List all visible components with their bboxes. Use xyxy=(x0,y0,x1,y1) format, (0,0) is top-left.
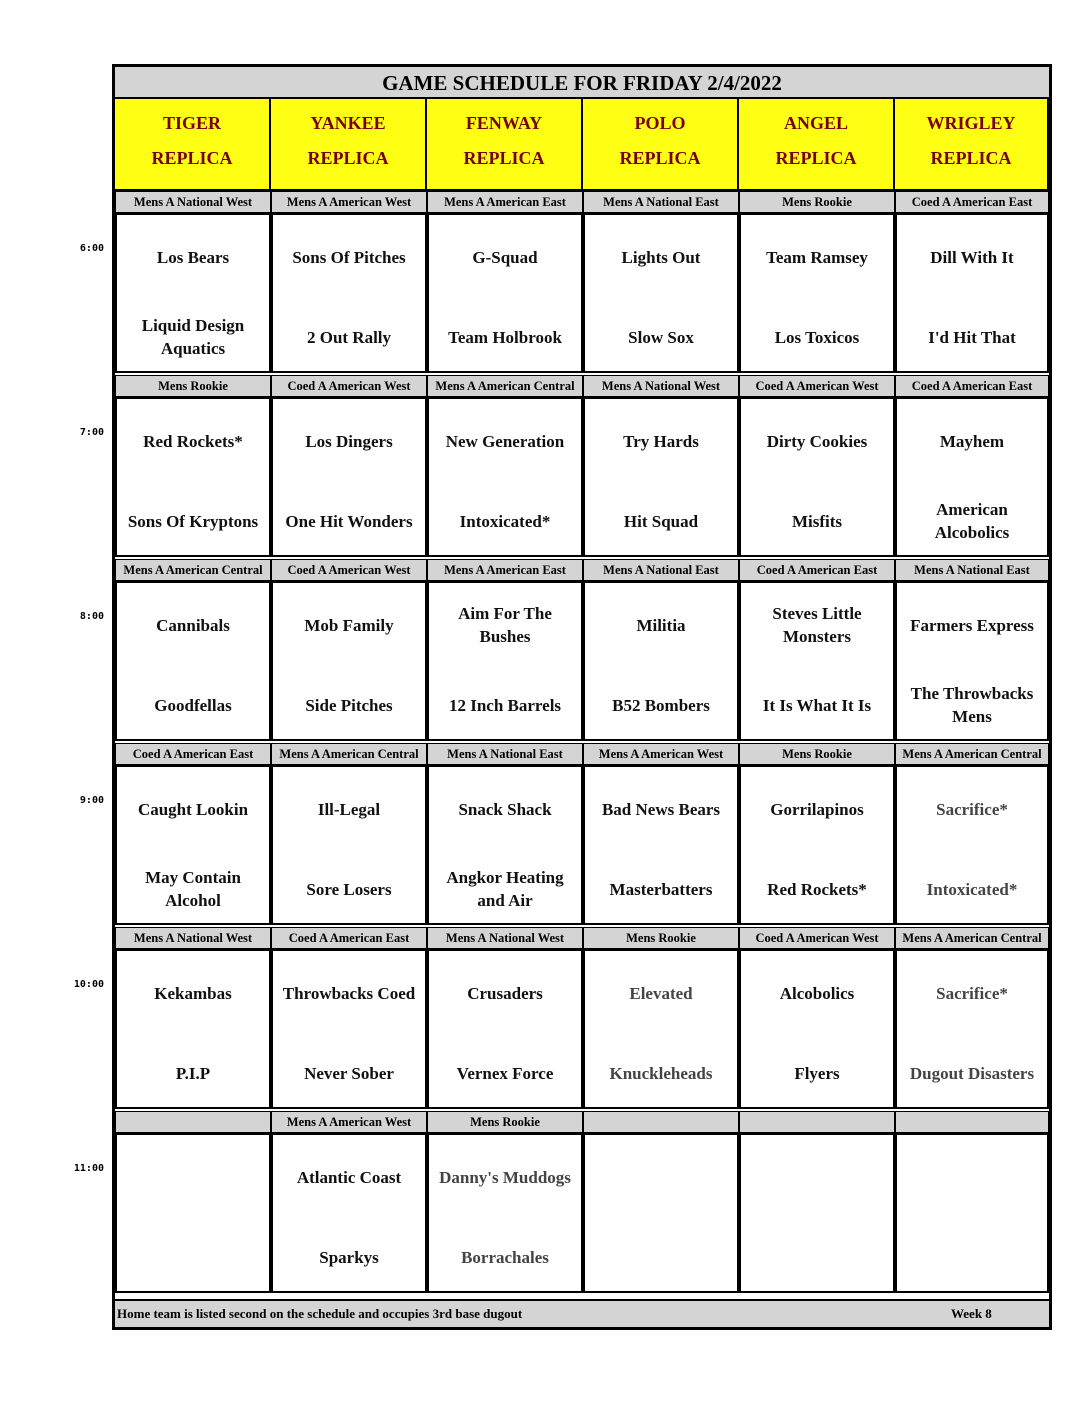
home-team: 12 Inch Barrels xyxy=(448,695,562,715)
field-name: POLO xyxy=(634,113,686,133)
away-team: Dirty Cookies xyxy=(766,431,868,451)
home-team: Flyers xyxy=(794,1063,840,1083)
home-team: Goodfellas xyxy=(154,695,232,715)
away-team: Cannibals xyxy=(156,615,230,635)
away-team: Lights Out xyxy=(621,247,701,267)
game-cell xyxy=(271,949,427,1109)
division-label: Mens Rookie xyxy=(427,1111,583,1133)
division-label: Mens A American Central xyxy=(427,375,583,397)
home-team: Hit Squad xyxy=(623,511,699,531)
game-cell xyxy=(427,581,583,741)
away-team: Los Bears xyxy=(156,247,230,267)
home-team xyxy=(585,1227,737,1287)
game-cell xyxy=(115,765,271,925)
game-cell xyxy=(739,949,895,1109)
field-subtitle: REPLICA xyxy=(463,148,545,168)
away-team: Team Ramsey xyxy=(766,247,868,267)
away-team: Caught Lookin xyxy=(137,799,249,819)
field-header-3 xyxy=(583,99,739,191)
game-cell xyxy=(739,1133,895,1293)
division-label: Mens A American East xyxy=(427,559,583,581)
game-cell xyxy=(739,397,895,557)
division-label: Coed A American East xyxy=(895,191,1049,213)
home-team: It Is What It Is xyxy=(762,695,872,715)
division-label xyxy=(583,1111,739,1133)
away-team: Crusaders xyxy=(467,983,543,1003)
field-name: ANGEL xyxy=(783,113,848,133)
away-team: New Generation xyxy=(445,431,565,451)
away-team: Mayhem xyxy=(939,431,1005,451)
division-label: Mens A National West xyxy=(115,927,271,949)
game-cell xyxy=(739,581,895,741)
away-team: Try Hards xyxy=(623,431,699,451)
home-team: Liquid Design Aquatics xyxy=(141,316,245,358)
division-label: Coed A American West xyxy=(739,927,895,949)
division-label: Mens A National East xyxy=(427,743,583,765)
home-team: The Throwbacks Mens xyxy=(910,684,1034,726)
game-cell xyxy=(427,213,583,373)
away-team xyxy=(741,1147,893,1207)
game-cell xyxy=(271,213,427,373)
game-cell xyxy=(739,765,895,925)
away-team: Aim For The Bushes xyxy=(458,604,552,646)
home-team: Red Rockets* xyxy=(767,879,867,899)
division-label: Mens Rookie xyxy=(739,191,895,213)
game-cell xyxy=(271,397,427,557)
time-slot-label: 8:00 xyxy=(79,611,104,622)
field-header-1 xyxy=(271,99,427,191)
schedule-sheet xyxy=(112,64,1052,1330)
division-label: Mens A American Central xyxy=(895,927,1049,949)
home-team: Angkor Heating and Air xyxy=(446,868,564,910)
home-team: Masterbatters xyxy=(609,879,713,899)
game-cell xyxy=(427,397,583,557)
field-header-2 xyxy=(427,99,583,191)
home-team: 2 Out Rally xyxy=(306,327,392,347)
game-cell xyxy=(895,397,1049,557)
field-subtitle: REPLICA xyxy=(930,148,1012,168)
field-name: TIGER xyxy=(162,113,222,133)
game-cell xyxy=(895,765,1049,925)
away-team: Steves Little Monsters xyxy=(772,604,862,646)
game-cell xyxy=(271,765,427,925)
home-team: B52 Bombers xyxy=(612,695,710,715)
division-label: Mens A American West xyxy=(271,1111,427,1133)
home-team: P.I.P xyxy=(175,1063,211,1083)
time-slot-label: 7:00 xyxy=(79,427,104,438)
away-team: Militia xyxy=(636,615,686,635)
division-label: Mens A National East xyxy=(583,191,739,213)
home-team xyxy=(117,1227,269,1287)
field-header-0 xyxy=(115,99,271,191)
home-team: Sons Of Kryptons xyxy=(127,511,259,531)
away-team: Bad News Bears xyxy=(601,799,721,819)
time-slot-label: 11:00 xyxy=(73,1163,104,1174)
game-cell xyxy=(271,581,427,741)
time-slot-label: 9:00 xyxy=(79,795,104,806)
home-team: Intoxicated* xyxy=(459,511,551,531)
game-cell xyxy=(115,1133,271,1293)
division-label: Mens A American East xyxy=(427,191,583,213)
away-team: Los Dingers xyxy=(305,431,393,451)
home-team: Borrachales xyxy=(461,1247,549,1267)
division-label: Mens A National East xyxy=(583,559,739,581)
game-cell xyxy=(115,949,271,1109)
home-team: Slow Sox xyxy=(628,327,694,347)
home-team: Sore Losers xyxy=(306,879,392,899)
game-cell xyxy=(583,765,739,925)
field-subtitle: REPLICA xyxy=(619,148,701,168)
field-subtitle: REPLICA xyxy=(307,148,389,168)
division-label: Coed A American East xyxy=(115,743,271,765)
home-team: Los Toxicos xyxy=(774,327,860,347)
away-team: Atlantic Coast xyxy=(296,1167,402,1187)
away-team: Throwbacks Coed xyxy=(282,983,416,1003)
division-label: Mens A American Central xyxy=(895,743,1049,765)
home-team xyxy=(741,1227,893,1287)
away-team: Sons Of Pitches xyxy=(292,247,406,267)
game-cell xyxy=(427,765,583,925)
division-label: Mens A American West xyxy=(583,743,739,765)
division-label: Coed A American East xyxy=(271,927,427,949)
division-label: Mens Rookie xyxy=(583,927,739,949)
game-cell xyxy=(583,1133,739,1293)
away-team: Kekambas xyxy=(154,983,232,1003)
footer-bar xyxy=(115,1299,1049,1327)
division-label: Mens A American West xyxy=(271,191,427,213)
away-team: Dill With It xyxy=(930,247,1014,267)
field-header-4 xyxy=(739,99,895,191)
game-cell xyxy=(895,1133,1049,1293)
away-team: Elevated xyxy=(629,983,693,1003)
division-label: Mens A National East xyxy=(895,559,1049,581)
division-label: Coed A American East xyxy=(739,559,895,581)
field-subtitle: REPLICA xyxy=(151,148,233,168)
page-title: GAME SCHEDULE FOR FRIDAY 2/4/2022 xyxy=(115,67,1049,99)
division-label xyxy=(739,1111,895,1133)
home-team: Sparkys xyxy=(319,1247,379,1267)
division-label: Mens A American Central xyxy=(115,559,271,581)
division-label: Mens A National West xyxy=(115,191,271,213)
away-team: Mob Family xyxy=(304,615,394,635)
field-name: FENWAY xyxy=(465,113,543,133)
home-team: Team Holbrook xyxy=(448,327,562,347)
game-cell xyxy=(115,581,271,741)
division-label: Mens A National West xyxy=(583,375,739,397)
division-label: Coed A American West xyxy=(271,375,427,397)
home-team: I'd Hit That xyxy=(928,327,1016,347)
game-cell xyxy=(115,397,271,557)
division-label: Mens Rookie xyxy=(115,375,271,397)
game-cell xyxy=(895,213,1049,373)
game-cell xyxy=(271,1133,427,1293)
division-label: Mens A National West xyxy=(427,927,583,949)
time-slot-label: 10:00 xyxy=(73,979,104,990)
away-team: Ill-Legal xyxy=(317,799,381,819)
home-team xyxy=(897,1227,1047,1287)
home-team: Intoxicated* xyxy=(926,879,1018,899)
division-label: Coed A American West xyxy=(271,559,427,581)
game-cell xyxy=(895,949,1049,1109)
away-team: G-Squad xyxy=(472,247,538,267)
away-team: Red Rockets* xyxy=(143,431,243,451)
home-team: Misfits xyxy=(791,511,843,531)
field-header-5 xyxy=(895,99,1049,191)
home-team: One Hit Wonders xyxy=(285,511,413,531)
field-subtitle: REPLICA xyxy=(775,148,857,168)
time-slot-label: 6:00 xyxy=(79,243,104,254)
away-team xyxy=(117,1147,269,1207)
division-label: Mens Rookie xyxy=(739,743,895,765)
division-label: Coed A American West xyxy=(739,375,895,397)
game-cell xyxy=(427,1133,583,1293)
away-team: Alcobolics xyxy=(779,983,855,1003)
field-name: YANKEE xyxy=(310,113,386,133)
away-team xyxy=(585,1147,737,1207)
away-team: Gorrilapinos xyxy=(770,799,864,819)
game-cell xyxy=(583,213,739,373)
division-label: Mens A American Central xyxy=(271,743,427,765)
away-team: Farmers Express xyxy=(910,615,1034,635)
game-cell xyxy=(739,213,895,373)
home-team: Knuckleheads xyxy=(609,1063,713,1083)
game-cell xyxy=(115,213,271,373)
field-name: WRIGLEY xyxy=(926,113,1016,133)
game-cell xyxy=(583,949,739,1109)
game-cell xyxy=(427,949,583,1109)
division-label xyxy=(895,1111,1049,1133)
home-team: Never Sober xyxy=(304,1063,394,1083)
home-team: Side Pitches xyxy=(305,695,393,715)
home-team: Dugout Disasters xyxy=(909,1063,1035,1083)
home-team: American Alcobolics xyxy=(934,500,1010,542)
division-label xyxy=(115,1111,271,1133)
game-cell xyxy=(583,397,739,557)
game-cell xyxy=(583,581,739,741)
home-team: Vernex Force xyxy=(456,1063,554,1083)
footer-note: Home team is listed second on the schedule and occupies 3rd base dugout xyxy=(117,1306,523,1321)
away-team xyxy=(897,1147,1047,1207)
away-team: Sacrifice* xyxy=(936,799,1008,819)
away-team: Sacrifice* xyxy=(936,983,1008,1003)
game-cell xyxy=(895,581,1049,741)
week-label: Week 8 xyxy=(951,1306,992,1321)
away-team: Snack Shack xyxy=(458,799,552,819)
away-team: Danny's Muddogs xyxy=(439,1167,571,1187)
division-label: Coed A American East xyxy=(895,375,1049,397)
home-team: May Contain Alcohol xyxy=(145,868,241,910)
